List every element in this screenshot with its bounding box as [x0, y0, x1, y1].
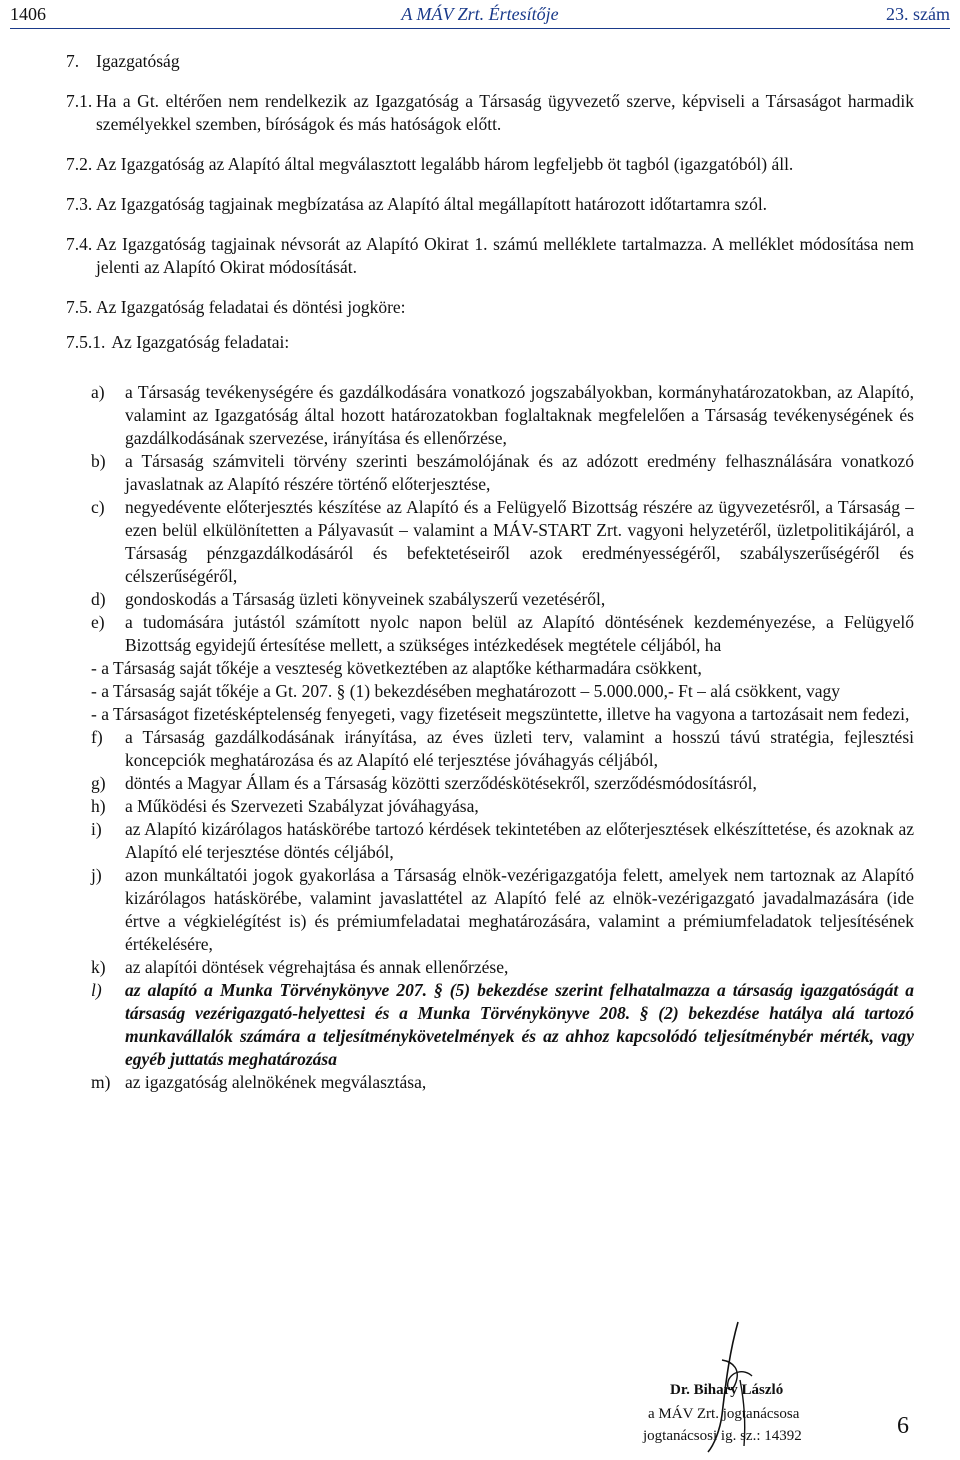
page-number: 1406: [10, 4, 46, 24]
section-title: Igazgatóság: [96, 51, 180, 71]
section-number: 7.: [66, 51, 80, 71]
task-text: a Társaság gazdálkodásának irányítása, az éves üzleti terv, valamint a hosszú távú stratégia, fejlesztési koncepciók meghatározása és az Alapító elé terjesztése jóváhagyás céljából,: [125, 727, 914, 770]
task-item: [91, 588, 914, 611]
paragraph: [66, 331, 914, 354]
document-body: [66, 50, 914, 1094]
paragraph: [66, 296, 914, 319]
task-item: [91, 864, 914, 956]
task-text: a Működési és Szervezeti Szabályzat jóváhagyása,: [125, 796, 479, 816]
task-list: [91, 381, 914, 1094]
signatory-name: Dr. Bihary László: [670, 1382, 784, 1398]
task-label: h): [91, 796, 106, 816]
paragraph-text: Az Igazgatóság feladatai és döntési jogköre:: [96, 297, 406, 317]
task-label: d): [91, 589, 106, 609]
task-text: döntés a Magyar Állam és a Társaság közötti szerződéskötésekről, szerződésmódosításról,: [125, 773, 757, 793]
task-item: [91, 680, 914, 703]
signatory-registration: jogtanácsosi ig. sz.: 14392: [643, 1428, 802, 1444]
task-text: - a Társaságot fizetésképtelenség fenyegeti, vagy fizetéseit megszüntette, illetve ha vagyona a tartozásait nem fedezi,: [91, 704, 910, 724]
page-mark: 6: [897, 1413, 909, 1439]
task-item: [91, 611, 914, 657]
task-item: [91, 496, 914, 588]
task-label: f): [91, 727, 103, 747]
issue-number: 23. szám: [886, 4, 950, 24]
task-item: [91, 726, 914, 772]
task-label: l): [91, 980, 102, 1000]
task-text: - a Társaság saját tőkéje a veszteség következtében az alaptőke kétharmadára csökkent,: [91, 658, 702, 678]
task-item: [91, 703, 914, 726]
task-label: a): [91, 382, 105, 402]
page-header: [10, 2, 950, 28]
task-text: azon munkáltatói jogok gyakorlása a Társaság elnök-vezérigazgatója felett, amelyek nem tartoznak az Alapító kizárólagos hatáskörébe, valamint javaslattétel az Alapító felé az elnök-vezérigazgató javadalmazására (ide értve a végkielégítést is) és prémiumfeladatai meghatározására, valamint a prémiumfeladatok teljesítésének értékelésére,: [125, 865, 914, 954]
paragraph-number: 7.4.: [66, 234, 93, 254]
paragraph-number: 7.5.: [66, 297, 93, 317]
task-label: k): [91, 957, 106, 977]
task-text: az alapítói döntések végrehajtása és annak ellenőrzése,: [125, 957, 509, 977]
task-label: c): [91, 497, 105, 517]
paragraph-text: Az Igazgatóság tagjainak megbízatása az Alapító által megállapított határozott időtartamra szól.: [96, 194, 768, 214]
task-text: negyedévente előterjesztés készítése az Alapító és a Felügyelő Bizottság részére az ügyvezetésről, a Társaság – ezen belül elkülönítetten a Pályavasút – valamint a MÁV-START Zrt. vagyoni helyzetéről, üzletpolitikájáról, a Társaság pénzgazdálkodásáról és befektetéseiről azok eredményességéről, szabályszerűségéről és célszerűségéről,: [125, 497, 914, 586]
task-item: [91, 818, 914, 864]
signature-block: [640, 1320, 940, 1460]
journal-title: A MÁV Zrt. Értesítője: [401, 4, 559, 24]
task-item: [91, 450, 914, 496]
task-text: az igazgatóság alelnökének megválasztása,: [125, 1072, 427, 1092]
task-label: j): [91, 865, 102, 885]
task-item: [91, 381, 914, 450]
paragraph-number: 7.5.1.: [66, 332, 106, 352]
task-text: a Társaság számviteli törvény szerinti beszámolójának és az adózott eredmény felhasználására vonatkozó javaslatnak az Alapító részére történő előterjesztése,: [125, 451, 914, 494]
task-label: i): [91, 819, 102, 839]
task-text: - a Társaság saját tőkéje a Gt. 207. § (1) bekezdésében meghatározott – 5.000.000,- Ft – alá csökkent, vagy: [91, 681, 841, 701]
paragraph-text: Az Igazgatóság tagjainak névsorát az Alapító Okirat 1. számú melléklete tartalmazza. A melléklet módosítása nem jelenti az Alapító Okirat módosítását.: [96, 234, 914, 277]
paragraph-list: [66, 90, 914, 354]
paragraph: [66, 90, 914, 136]
paragraph-number: 7.2.: [66, 154, 93, 174]
section-heading: [66, 50, 914, 73]
paragraph: [66, 233, 914, 279]
task-label: m): [91, 1072, 111, 1092]
paragraph-text: Ha a Gt. eltérően nem rendelkezik az Igazgatóság a Társaság ügyvezető szerve, képviseli a Társaságot harmadik személyekkel szemben, bíróságok és más hatóságok előtt.: [96, 91, 914, 134]
paragraph-text: Az Igazgatóság az Alapító által megválasztott legalább három legfeljebb öt tagból (igazgatóból) áll.: [96, 154, 794, 174]
paragraph-number: 7.1.: [66, 91, 93, 111]
task-item: [91, 772, 914, 795]
task-item: [91, 1071, 914, 1094]
task-text: a Társaság tevékenységére és gazdálkodására vonatkozó jogszabályokban, kormányhatározatokban, az Alapító, valamint az Igazgatóság által hozott határozatokban foglaltaknak megfelelően a Társaság tevékenységének és gazdálkodásának szervezése, irányítása és ellenőrzése,: [125, 382, 914, 448]
task-item: [91, 979, 914, 1071]
paragraph: [66, 153, 914, 176]
task-text: a tudomására jutástól számított nyolc napon belül az Alapító döntésének kezdeményezése, a Felügyelő Bizottság egyidejű értesítése mellett, a szükséges intézkedések megtétele céljából, ha: [125, 612, 914, 655]
paragraph-number: 7.3.: [66, 194, 93, 214]
task-text: az Alapító kizárólagos hatáskörébe tartozó kérdések tekintetében az előterjesztések elkészíttetése, és azoknak az Alapító elé terjesztése döntés céljából,: [125, 819, 914, 862]
task-text: gondoskodás a Társaság üzleti könyveinek szabályszerű vezetéséről,: [125, 589, 606, 609]
paragraph: [66, 193, 914, 216]
task-label: e): [91, 612, 105, 632]
task-item: [91, 657, 914, 680]
task-item: [91, 795, 914, 818]
paragraph-text: Az Igazgatóság feladatai:: [111, 332, 290, 352]
task-item: [91, 956, 914, 979]
task-text: az alapító a Munka Törvénykönyve 207. § (5) bekezdése szerint felhatalmazza a társaság igazgatóságát a társaság vezérigazgató-helyettesi és a Munka Törvénykönyve 208. § (2) bekezdése hatálya alá tartozó munkavállalók számára a teljesítménykövetelmények és az ahhoz kapcsolódó teljesítménybér mérték, vagy egyéb juttatás meghatározása: [125, 980, 914, 1069]
signatory-title: a MÁV Zrt. jogtanácsosa: [648, 1406, 800, 1422]
task-label: b): [91, 451, 106, 471]
task-label: g): [91, 773, 106, 793]
header-rule: [10, 28, 950, 29]
